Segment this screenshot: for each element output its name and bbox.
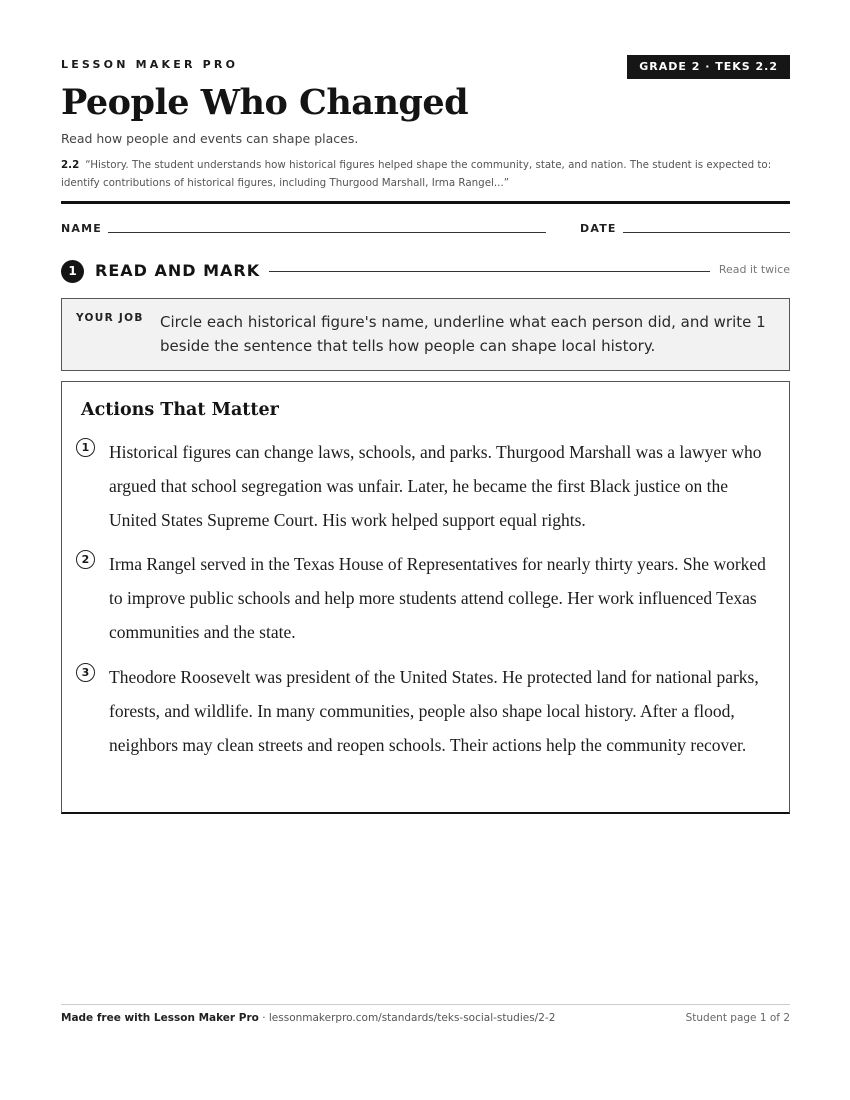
reading-passage bbox=[61, 381, 790, 814]
page-subtitle: Read how people and events can shape places. bbox=[61, 131, 359, 146]
footer-made-with: Made free with Lesson Maker Pro bbox=[61, 1012, 259, 1024]
section-number-badge: 1 bbox=[61, 260, 84, 283]
standard-code: 2.2 bbox=[61, 159, 80, 171]
header-divider bbox=[61, 201, 790, 204]
name-label: NAME bbox=[61, 222, 102, 235]
grade-badge: GRADE 2 · TEKS 2.2 bbox=[627, 55, 790, 79]
paragraph-number-badge: 3 bbox=[76, 663, 95, 682]
standard-text: “History. The student understands how historical figures helped shape the community, state, and nation. The student is expected to: identify contributions of historical figures, including Thurgood Marshall, Irma Rangel...” bbox=[61, 159, 772, 189]
worksheet-page bbox=[61, 0, 790, 1100]
footer-url: · lessonmakerpro.com/standards/teks-social-studies/2-2 bbox=[258, 1012, 556, 1024]
name-field[interactable] bbox=[108, 232, 546, 233]
standard-citation bbox=[61, 156, 790, 192]
section-hint: Read it twice bbox=[718, 263, 790, 276]
instructions-box bbox=[61, 298, 790, 371]
passage-paragraph: Historical figures can change laws, schools, and parks. Thurgood Marshall was a lawyer who argued that school segregation was unfair. Later, he became the first Black justice on the United States Supreme Court. His work helped support equal rights. bbox=[109, 442, 762, 530]
instructions-text: Circle each historical figure's name, underline what each person did, and write 1 beside the sentence that tells how people can shape local history. bbox=[160, 313, 766, 355]
brand-name: LESSON MAKER PRO bbox=[61, 58, 239, 71]
section-title: READ AND MARK bbox=[95, 261, 261, 280]
instructions-label: YOUR JOB bbox=[76, 312, 144, 324]
footer-divider bbox=[61, 1004, 790, 1005]
footer-page-number: Student page 1 of 2 bbox=[685, 1012, 790, 1024]
date-field[interactable] bbox=[623, 232, 790, 233]
date-label: DATE bbox=[580, 222, 617, 235]
passage-paragraph: Theodore Roosevelt was president of the United States. He protected land for national parks, forests, and wildlife. In many communities, people also shape local history. After a flood, neighbors may clean streets and reopen schools. Their actions help the community recover. bbox=[109, 667, 759, 755]
passage-paragraph: Irma Rangel served in the Texas House of Representatives for nearly thirty years. She worked to improve public schools and help more students attend college. Her work influenced Texas communities and the state. bbox=[109, 554, 766, 642]
passage-title: Actions That Matter bbox=[81, 400, 279, 420]
section-divider bbox=[269, 271, 710, 272]
page-title: People Who Changed bbox=[61, 82, 469, 123]
footer-credit bbox=[61, 1012, 555, 1024]
paragraph-number-badge: 2 bbox=[76, 550, 95, 569]
paragraph-number-badge: 1 bbox=[76, 438, 95, 457]
